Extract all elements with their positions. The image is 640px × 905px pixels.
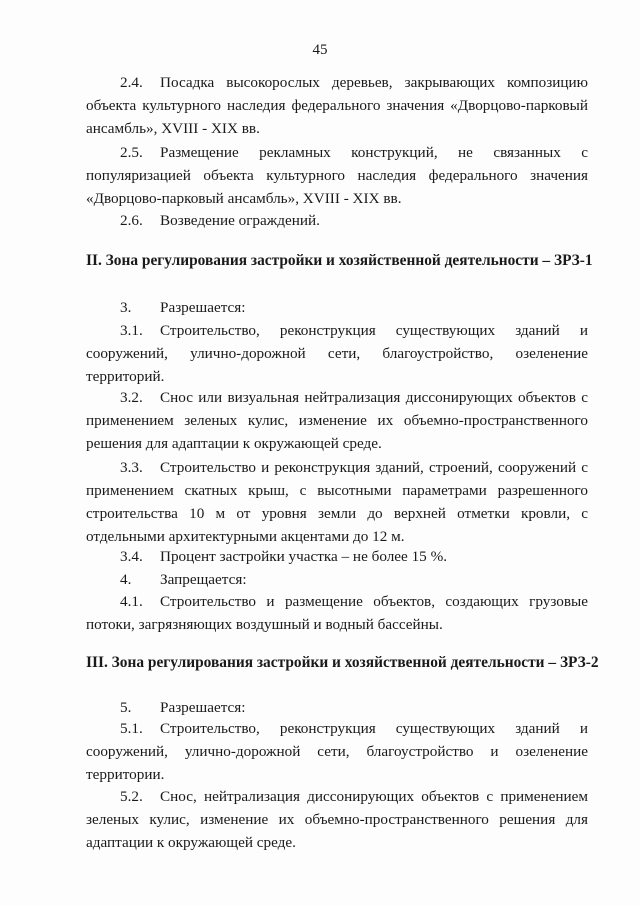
clause-3-1 <box>86 319 588 388</box>
clause-number: 2.4. <box>120 74 143 91</box>
clause-number: 3.2. <box>120 389 143 406</box>
section-heading-zrz-1: II. Зона регулирования застройки и хозяйственной деятельности – ЗРЗ-1 <box>86 252 593 269</box>
clause-text: Посадка высокорослых деревьев, закрывающих композицию объекта культурного наследия федерального значения «Дворцово-парковый ансамбль», XVIII - XIX вв. <box>86 74 588 137</box>
clause-text: Запрещается: <box>160 571 247 588</box>
clause-text: Снос, нейтрализация диссонирующих объектов с применением зеленых кулис, изменение их объемно-пространственного решения для адаптации к окружающей среде. <box>86 788 588 851</box>
clause-number: 5.2. <box>120 788 143 805</box>
clause-5 <box>86 696 588 719</box>
clause-5-1 <box>86 717 588 786</box>
clause-number: 2.6. <box>120 212 143 229</box>
clause-5-2 <box>86 785 588 854</box>
clause-2-5 <box>86 141 588 210</box>
clause-text: Строительство, реконструкция существующих зданий и сооружений, улично-дорожной сети, благоустройство и озеленение территории. <box>86 720 588 783</box>
clause-3-2 <box>86 386 588 455</box>
clause-3-4 <box>86 545 588 568</box>
clause-2-6 <box>86 209 588 232</box>
clause-3 <box>86 296 588 319</box>
clause-text: Строительство и реконструкция зданий, строений, сооружений с применением скатных крыш, с высотными параметрами разрешенного строительства 10 м от уровня земли до верхней отметки кровли, с отдельными архитектурными акцентами до 12 м. <box>86 459 588 545</box>
clause-number: 3. <box>120 299 132 316</box>
section-heading-zrz-2: III. Зона регулирования застройки и хозяйственной деятельности – ЗРЗ-2 <box>86 654 599 671</box>
clause-number: 3.3. <box>120 459 143 476</box>
clause-3-3 <box>86 456 588 548</box>
clause-number: 3.1. <box>120 322 143 339</box>
clause-text: Возведение ограждений. <box>160 212 320 229</box>
clause-2-4 <box>86 71 588 140</box>
clause-text: Строительство и размещение объектов, создающих грузовые потоки, загрязняющих воздушный и водный бассейны. <box>86 593 588 633</box>
clause-number: 3.4. <box>120 548 143 565</box>
clause-number: 5. <box>120 699 132 716</box>
clause-number: 5.1. <box>120 720 143 737</box>
clause-text: Разрешается: <box>160 699 246 716</box>
clause-number: 2.5. <box>120 144 143 161</box>
clause-text: Процент застройки участка – не более 15 %. <box>160 548 448 565</box>
page-number: 45 <box>312 42 328 58</box>
clause-4 <box>86 568 588 591</box>
clause-number: 4.1. <box>120 593 143 610</box>
clause-text: Строительство, реконструкция существующих зданий и сооружений, улично-дорожной сети, благоустройство, озеленение территорий. <box>86 322 588 385</box>
clause-text: Снос или визуальная нейтрализация диссонирующих объектов с применением зеленых кулис, изменение их объемно-пространственного решения для адаптации к окружающей среде. <box>86 389 588 452</box>
clause-number: 4. <box>120 571 132 588</box>
clause-4-1 <box>86 590 588 636</box>
clause-text: Разрешается: <box>160 299 246 316</box>
clause-text: Размещение рекламных конструкций, не связанных с популяризацией объекта культурного наследия федерального значения «Дворцово-парковый ансамбль», XVIII - XIX вв. <box>86 144 588 207</box>
